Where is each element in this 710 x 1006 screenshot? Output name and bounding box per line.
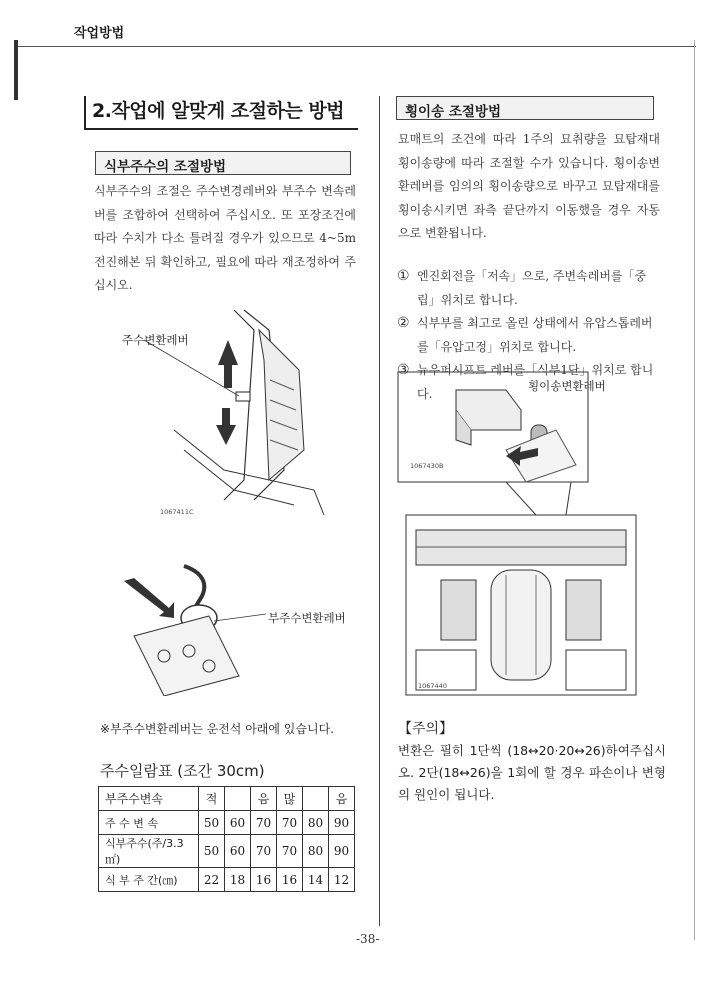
step-text: 식부부를 최고로 올린 상태에서 유압스톱레버를「유압고정」위치로 합니다. — [417, 316, 653, 354]
sub-lever-note: ※부주수변환레버는 운전석 아래에 있습니다. — [100, 722, 334, 736]
table-header-cell: 음 — [329, 787, 355, 811]
step-text: 엔진회전을「저속」으로, 주변속레버를「중립」위치로 합니다. — [417, 269, 647, 307]
caution-text: 변환은 필히 1단씩 (18↔20·20↔26)하여주십시오. 2단(18↔26)을 1회에 할 경우 파손이나 변형의 원인이 됩니다. — [398, 743, 666, 802]
margin-bar — [14, 40, 18, 100]
lateral-feed-lever-figure — [396, 370, 646, 700]
table-cell: 70 — [251, 811, 277, 835]
page-number: -38- — [356, 932, 380, 946]
step-text: 뉴우퍼시프트 레버를「식부1단」위치로 합니다. — [417, 363, 654, 401]
table-cell: 80 — [303, 811, 329, 835]
step-number: ① — [397, 268, 410, 284]
table-header-label: 부주수변속 — [99, 787, 199, 811]
lateral-feed-paragraph: 묘매트의 조건에 따라 1주의 묘취량을 묘탑재대 횡이송량에 따라 조절할 수가 있습니다. 횡이송변환레버를 임의의 횡이송량으로 바꾸고 묘탑재대를 횡이송시키면 좌측 끝단까지 이동했을 경우 자동으로 변환됩니다. — [398, 132, 660, 240]
table-cell: 70 — [277, 835, 303, 868]
table-header-row — [99, 787, 355, 811]
table-cell: 90 — [329, 811, 355, 835]
header-title: 작업방법 — [74, 26, 125, 41]
table-cell: 12 — [329, 868, 355, 892]
section-tick — [84, 96, 86, 128]
table-header-cell: 적 — [199, 787, 225, 811]
table-title: 주수일람표 (조간 30cm) — [100, 762, 265, 780]
step-item — [397, 312, 663, 359]
stroke-adjust-paragraph: 식부주수의 조절은 주수변경레버와 부주수 변속레버를 조합하여 선택하여 주십시오. 또 포장조건에 따라 수치가 다소 틀려질 경우가 있으므로 4~5m 전진해본 뒤 확인하고, 필요에 따라 재조정하여 주십시오. — [94, 184, 356, 292]
table-cell: 50 — [199, 811, 225, 835]
table-header-cell: 음 — [251, 787, 277, 811]
section-title: 2.작업에 알맞게 조절하는 방법 — [92, 100, 345, 122]
step-number: ② — [397, 315, 410, 331]
main-stroke-lever-label: 주수변환레버 — [122, 333, 189, 347]
table-cell: 80 — [303, 835, 329, 868]
table-header-cell: 많 — [277, 787, 303, 811]
table-cell: 22 — [199, 868, 225, 892]
table-row — [99, 835, 355, 868]
table-header-cell — [303, 787, 329, 811]
lateral-feed-lever-label: 횡이송변환레버 — [528, 379, 606, 393]
table-cell: 60 — [225, 835, 251, 868]
table-cell: 18 — [225, 868, 251, 892]
table-row — [99, 868, 355, 892]
table-cell: 70 — [251, 835, 277, 868]
table-row-label: 주 수 변 속 — [99, 811, 199, 835]
figure-code: 1067411C — [160, 508, 194, 516]
table-cell: 14 — [303, 868, 329, 892]
table-row — [99, 811, 355, 835]
subtitle-lateral-feed: 횡이송 조절방법 — [396, 96, 654, 120]
figure-code: 1067430B — [410, 462, 444, 470]
sub-stroke-lever-figure — [114, 556, 364, 696]
table-cell: 90 — [329, 835, 355, 868]
table-row-label: 식 부 주 간(㎝) — [99, 868, 199, 892]
section-title-rule — [84, 128, 358, 130]
step-item — [397, 265, 663, 312]
table-header-cell — [225, 787, 251, 811]
subtitle-stroke-adjust: 식부주수의 조절방법 — [95, 151, 351, 175]
table-cell: 70 — [277, 811, 303, 835]
column-divider — [379, 96, 380, 926]
stroke-table — [98, 786, 355, 892]
figure-code: 1067440 — [418, 682, 447, 690]
caution-title: 【주의】 — [398, 721, 454, 737]
page-edge — [694, 40, 695, 940]
table-cell: 60 — [225, 811, 251, 835]
sub-stroke-lever-label: 부주수변환레버 — [268, 611, 346, 625]
table-cell: 16 — [251, 868, 277, 892]
table-cell: 16 — [277, 868, 303, 892]
table-cell: 50 — [199, 835, 225, 868]
table-row-label: 식부주수(주/3.3㎡) — [99, 835, 199, 868]
header-rule — [14, 46, 696, 47]
step-number: ③ — [397, 362, 410, 378]
